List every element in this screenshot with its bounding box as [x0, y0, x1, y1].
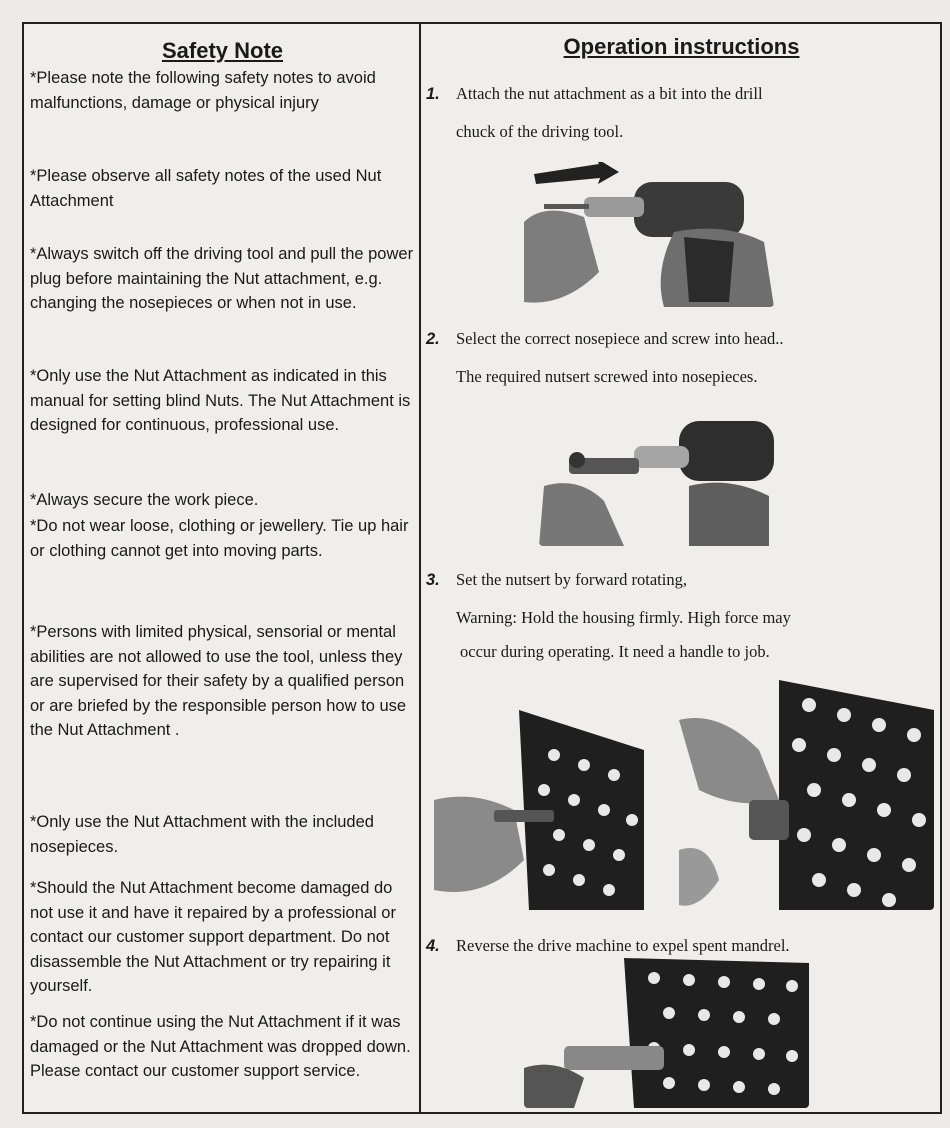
step-3-image-b [679, 680, 934, 910]
safety-note-6: *Do not wear loose, clothing or jewellery. Tie up hair or clothing cannot get into moving parts. [30, 517, 409, 560]
safety-column [30, 24, 415, 1080]
safety-heading: Safety Note [161, 38, 284, 63]
step-3 [426, 570, 936, 662]
safety-note-1: *Please note the following safety notes to avoid malfunctions, damage or physical injury [30, 69, 376, 112]
step-4-line1: Reverse the drive machine to expel spent mandrel. [456, 936, 790, 955]
step-1 [426, 84, 936, 142]
step-3-number: 3. [426, 571, 440, 589]
safety-note-10: *Do not continue using the Nut Attachment if it was damaged or the Nut Attachment was dropped down. Please contact our customer support service. [30, 1013, 411, 1080]
safety-note-2: *Please observe all safety notes of the used Nut Attachment [30, 167, 382, 210]
step-2-number: 2. [426, 330, 440, 348]
step-3-line3: occur during operating. It need a handle to job. [460, 642, 770, 661]
step-1-line2: chuck of the driving tool. [456, 122, 624, 141]
step-3-line2: Warning: Hold the housing firmly. High force may [456, 608, 791, 627]
step-2-line2: The required nutsert screwed into nosepieces. [456, 367, 758, 386]
safety-note-7: *Persons with limited physical, sensorial or mental abilities are not allowed to use the tool, unless they are supervised for their safety by a qualified person or are briefed by the responsible person how to use the Nut Attachment . [30, 623, 407, 739]
instruction-sheet [22, 22, 942, 1114]
safety-note-8: *Only use the Nut Attachment with the included nosepieces. [30, 813, 374, 856]
safety-note-4: *Only use the Nut Attachment as indicated in this manual for setting blind Nuts. The Nut Attachment is designed for continuous, professional use. [30, 367, 411, 434]
step-4-number: 4. [426, 937, 440, 955]
step-2-line1: Select the correct nosepiece and screw into head.. [456, 329, 784, 348]
step-1-number: 1. [426, 85, 440, 103]
step-3-line1: Set the nutsert by forward rotating, [456, 570, 687, 589]
column-divider [419, 24, 421, 1112]
step-4 [426, 936, 936, 956]
step-1-image [524, 162, 774, 307]
operation-column [424, 24, 939, 955]
safety-note-3: *Always switch off the driving tool and pull the power plug before maintaining the Nut attachment, e.g. changing the nosepieces or when not in use. [30, 245, 414, 312]
step-4-image [524, 958, 809, 1108]
step-2-image [539, 416, 779, 546]
safety-note-5: *Always secure the work piece. [30, 491, 259, 509]
operation-heading: Operation instructions [563, 34, 800, 59]
step-3-image-a [434, 710, 649, 910]
step-2 [426, 329, 936, 387]
safety-note-9: *Should the Nut Attachment become damaged do not use it and have it repaired by a professional or contact our customer support department. Do not disassemble the Nut Attachment or try repairing it yourself. [30, 879, 396, 995]
step-1-line1: Attach the nut attachment as a bit into the drill [456, 84, 763, 103]
